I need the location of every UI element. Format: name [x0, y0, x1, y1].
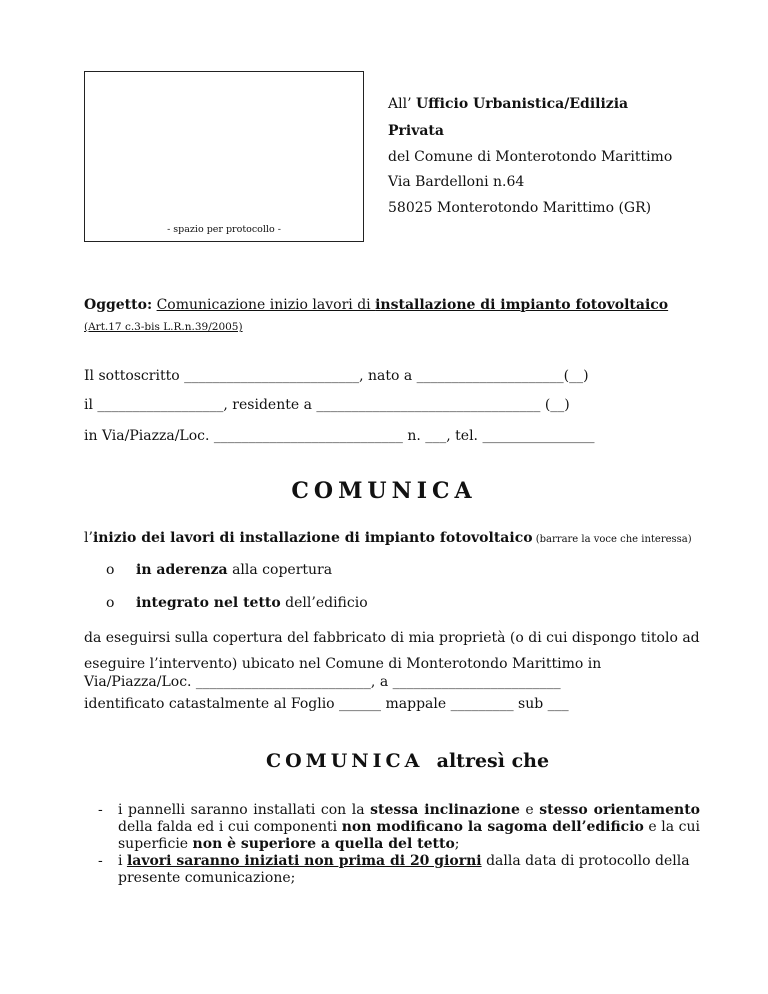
comunica-altresi-heading — [266, 750, 549, 772]
declarant-line-2 — [84, 397, 570, 413]
part: e la cui superficie — [118, 819, 701, 852]
part: ; — [454, 836, 460, 852]
part: non è superiore a quella del tetto — [192, 836, 455, 852]
part: i — [118, 853, 127, 869]
option-aderenza-text: alla copertura — [227, 562, 333, 578]
paragraph-line-1: da eseguirsi sulla copertura del fabbricato di mia proprietà (o di cui dispongo titolo ad — [84, 630, 700, 646]
option-integrato-bold: integrato nel tetto — [136, 595, 281, 611]
blank-phone[interactable]: ________________ — [482, 428, 595, 444]
addressee-line-1 — [388, 96, 628, 112]
protocol-stamp-box — [84, 71, 364, 242]
checkbox-circle-icon[interactable]: o — [106, 562, 115, 578]
paragraph-line-3: Via/Piazza/Loc. _________________________, a ________________________ — [84, 674, 561, 690]
blank-street-number[interactable]: ___ — [425, 428, 447, 444]
label-residente-a: , residente a — [223, 397, 317, 413]
option-aderenza-bold: in aderenza — [136, 562, 228, 578]
option-integrato[interactable] — [106, 595, 368, 611]
subject-text-bold: installazione di impianto fotovoltaico — [375, 297, 669, 313]
conditions-list — [100, 802, 700, 887]
paragraph-line-4: identificato catastalmente al Foglio ______ mappale _________ sub ___ — [84, 696, 569, 712]
label-numero: n. — [402, 428, 426, 444]
blank-birth-province[interactable]: (__) — [563, 368, 589, 384]
blank-name[interactable]: _________________________ — [184, 368, 360, 384]
protocol-label: - spazio per protocollo - — [167, 224, 281, 235]
addressee-line-3: del Comune di Monterotondo Marittimo — [388, 149, 673, 165]
addressee-line-2: Privata — [388, 123, 444, 139]
blank-street[interactable]: ___________________________ — [213, 428, 403, 444]
label-nato-a: , nato a — [359, 368, 417, 384]
declarant-line-3 — [84, 428, 594, 444]
paragraph-line-2: eseguire l’intervento) ubicato nel Comune di Monterotondo Marittimo in — [84, 656, 602, 672]
label-il: il — [84, 397, 98, 413]
part: i pannelli saranno installati con la — [118, 802, 371, 818]
intro-note: (barrare la voce che interessa) — [532, 534, 692, 545]
bullet-dash: - — [98, 853, 103, 869]
subject-reference: (Art.17 c.3-bis L.R.n.39/2005) — [84, 321, 243, 333]
option-aderenza[interactable] — [106, 562, 332, 578]
comunica-altresi-spaced: COMUNICA — [266, 750, 424, 772]
label-tel: , tel. — [446, 428, 483, 444]
addressee-line-4: Via Bardelloni n.64 — [388, 174, 525, 190]
addressee-line-5: 58025 Monterotondo Marittimo (GR) — [388, 200, 652, 216]
subject-text — [157, 297, 669, 313]
label-via: in Via/Piazza/Loc. — [84, 428, 214, 444]
blank-residence[interactable]: ________________________________ — [316, 397, 541, 413]
intro-prefix: l’ — [84, 530, 93, 546]
addressee-office: Ufficio Urbanistica/Edilizia — [415, 96, 629, 112]
blank-residence-province[interactable]: (__) — [540, 397, 570, 413]
part: stessa inclinazione — [370, 802, 520, 818]
blank-birthdate[interactable]: __________________ — [97, 397, 224, 413]
part: lavori saranno iniziati non prima di 20 giorni — [126, 853, 482, 869]
subject-text-plain: Comunicazione inizio lavori di — [156, 297, 376, 313]
part: stesso orientamento — [539, 802, 701, 818]
part: della falda ed i cui componenti — [118, 819, 342, 835]
intro-bold: inizio dei lavori di installazione di impianto fotovoltaico — [92, 530, 533, 546]
comunica-heading: COMUNICA — [291, 478, 477, 504]
part: dalla data di protocollo della presente comunicazione; — [118, 853, 690, 886]
addressee-prefix: All’ — [388, 96, 416, 112]
declarant-line-1 — [84, 368, 589, 384]
comunica-altresi-rest: altresì che — [423, 750, 550, 772]
label-sottoscritto: Il sottoscritto — [84, 368, 185, 384]
condition-item — [100, 802, 700, 853]
comunica-intro — [84, 530, 692, 546]
condition-item — [100, 853, 700, 887]
part: e — [519, 802, 540, 818]
part: non modificano la sagoma dell’edificio — [341, 819, 644, 835]
bullet-dash: - — [98, 802, 103, 818]
blank-birthplace[interactable]: _____________________ — [416, 368, 564, 384]
option-integrato-text: dell’edificio — [280, 595, 368, 611]
checkbox-circle-icon[interactable]: o — [106, 595, 115, 611]
subject-line — [84, 297, 668, 313]
subject-label: Oggetto: — [84, 297, 153, 313]
